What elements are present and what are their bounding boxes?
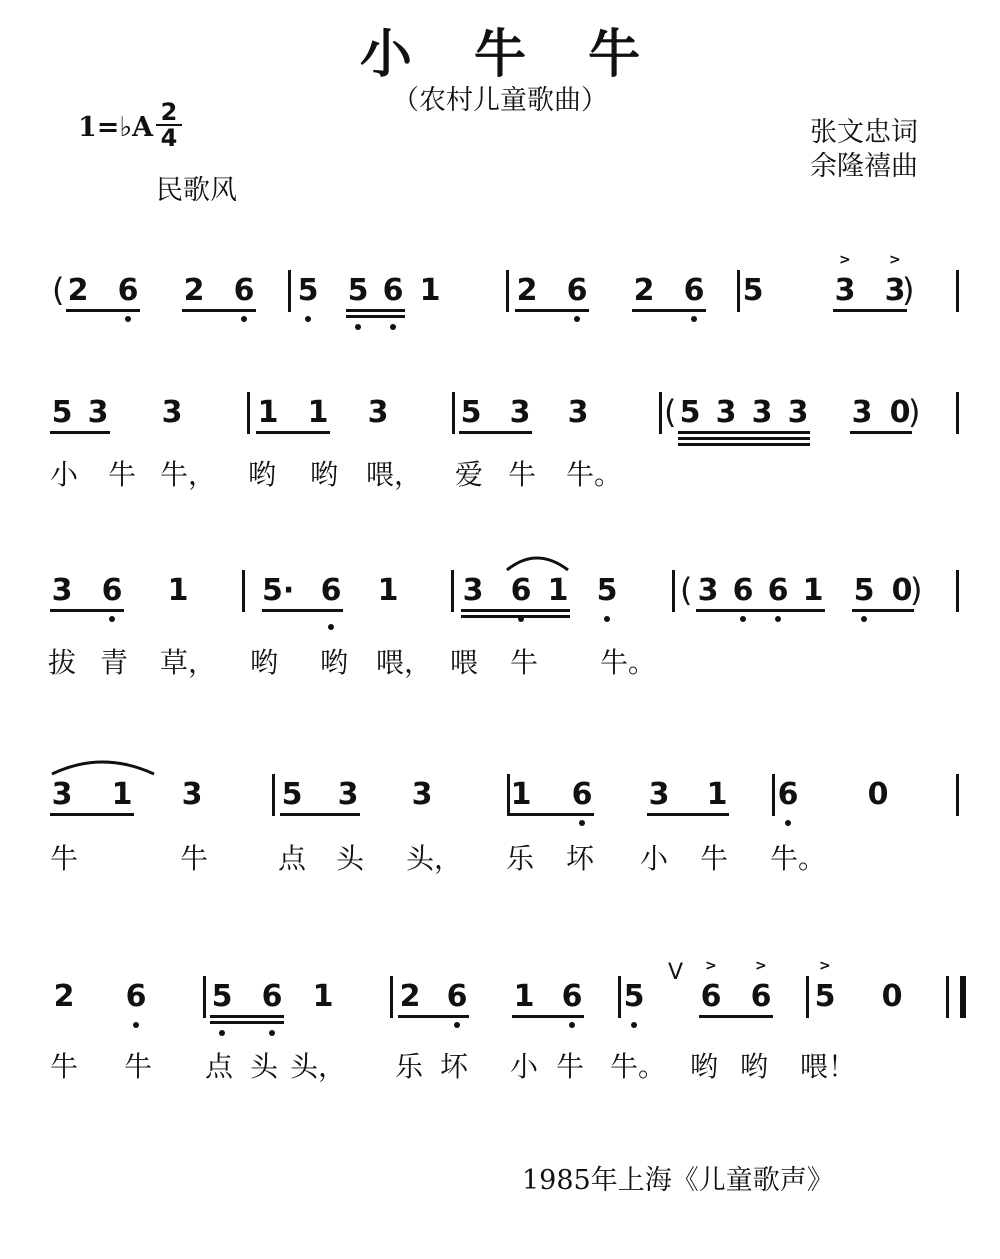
octave-dot (269, 1030, 275, 1036)
beam-underline (398, 1015, 469, 1018)
jianpu-note: 6 (382, 273, 404, 308)
beam-underline (647, 813, 729, 816)
song-title: 小 牛 牛 (359, 25, 663, 85)
octave-dot (241, 316, 247, 322)
lyric-syllable: 牛。 (610, 1050, 667, 1083)
slur-mark (50, 754, 158, 778)
jianpu-note: 5 (742, 273, 764, 308)
jianpu-note: 6 (446, 979, 468, 1014)
beam-underline (678, 443, 810, 446)
jianpu-note: 5 (297, 273, 319, 308)
repeat-parenthesis: ) (908, 393, 921, 431)
bar-line (247, 392, 250, 434)
jianpu-note: 1 (510, 777, 532, 812)
lyric-syllable: 牛。 (770, 842, 827, 875)
jianpu-note: 2 (633, 273, 655, 308)
octave-dot (454, 1022, 460, 1028)
lyric-syllable: 哟 (250, 646, 279, 679)
lyric-syllable: 哟 (248, 458, 277, 491)
jianpu-note: 1 (706, 777, 728, 812)
lyricist-credit: 张文忠词 (810, 117, 918, 148)
beam-underline (346, 315, 405, 318)
jianpu-note: 2 (516, 273, 538, 308)
octave-dot (355, 324, 361, 330)
beam-underline (461, 615, 570, 618)
octave-dot (579, 820, 585, 826)
jianpu-note: 5 (281, 777, 303, 812)
lyric-syllable: 牛 (180, 842, 209, 875)
jianpu-note: 1 (377, 573, 399, 608)
repeat-parenthesis: ) (902, 271, 915, 309)
beam-underline (256, 431, 330, 434)
jianpu-note: 3 (751, 395, 773, 430)
bar-line (956, 392, 959, 434)
slur-curve (507, 558, 568, 570)
beam-underline (515, 309, 589, 312)
jianpu-note: 3 (567, 395, 589, 430)
lyric-syllable: 哟 (690, 1050, 719, 1083)
beam-underline (678, 431, 810, 434)
beam-underline (210, 1021, 284, 1024)
bar-line (507, 774, 510, 816)
jianpu-note: 1 (167, 573, 189, 608)
jianpu-note: 0 (867, 777, 889, 812)
octave-dot (109, 616, 115, 622)
accent-mark: > (839, 252, 851, 268)
octave-dot (390, 324, 396, 330)
slur-curve (52, 762, 154, 774)
jianpu-note: 2 (67, 273, 89, 308)
lyric-syllable: 哟 (740, 1050, 769, 1083)
beam-underline (50, 813, 134, 816)
source-citation: 1985年上海《儿童歌声》 (522, 1165, 834, 1196)
bar-line (946, 976, 949, 1018)
octave-dot (785, 820, 791, 826)
jianpu-note: 5 (460, 395, 482, 430)
final-bar-line (960, 976, 966, 1018)
lyric-syllable: 爱 (455, 458, 484, 491)
octave-dot (569, 1022, 575, 1028)
accent-mark: > (889, 252, 901, 268)
jianpu-note: 3 (509, 395, 531, 430)
jianpu-note: 6 (510, 573, 532, 608)
lyric-syllable: 小 (510, 1050, 539, 1083)
lyric-syllable: 头， (406, 842, 463, 875)
jianpu-note: 6 (561, 979, 583, 1014)
accent-mark: > (705, 958, 717, 974)
beam-underline (850, 431, 912, 434)
jianpu-note: 3 (834, 273, 856, 308)
bar-line (506, 270, 509, 312)
octave-dot (518, 616, 524, 622)
jianpu-note: 6 (571, 777, 593, 812)
beam-underline (66, 309, 140, 312)
jianpu-note: 2 (53, 979, 75, 1014)
lyric-syllable: 牛 (556, 1050, 585, 1083)
beam-underline (459, 431, 532, 434)
octave-dot (305, 316, 311, 322)
jianpu-note: 1 (307, 395, 329, 430)
jianpu-note: 0 (889, 395, 911, 430)
beam-underline (346, 309, 405, 312)
octave-dot (631, 1022, 637, 1028)
jianpu-note: 6 (101, 573, 123, 608)
jianpu-note: 3 (851, 395, 873, 430)
lyric-syllable: 头 (250, 1050, 279, 1083)
jianpu-note: 1 (312, 979, 334, 1014)
jianpu-note: 3 (51, 777, 73, 812)
lyric-syllable: 草， (160, 646, 217, 679)
style-marking: 民歌风 (156, 175, 237, 206)
time-signature-denominator: 4 (160, 124, 178, 152)
beam-underline (696, 609, 825, 612)
beam-underline (50, 431, 110, 434)
composer-credit: 余隆禧曲 (810, 151, 918, 182)
beam-underline (512, 1015, 584, 1018)
bar-line (288, 270, 291, 312)
octave-dot (604, 616, 610, 622)
jianpu-note: 3 (87, 395, 109, 430)
time-signature-numerator: 2 (156, 100, 182, 126)
jianpu-note: 3 (462, 573, 484, 608)
lyric-syllable: 头 (336, 842, 365, 875)
jianpu-note: 3 (715, 395, 737, 430)
beam-underline (678, 437, 810, 440)
jianpu-note: 5 (814, 979, 836, 1014)
repeat-parenthesis: ( (680, 571, 693, 609)
jianpu-note: 1 (802, 573, 824, 608)
bar-line (203, 976, 206, 1018)
lyric-syllable: 喂， (376, 646, 433, 679)
bar-line (242, 570, 245, 612)
lyric-syllable: 喂 (450, 646, 479, 679)
jianpu-note: 0 (891, 573, 913, 608)
lyric-syllable: 点 (278, 842, 307, 875)
jianpu-note: 1 (513, 979, 535, 1014)
jianpu-note: 1 (419, 273, 441, 308)
jianpu-note: 3 (337, 777, 359, 812)
lyric-syllable: 牛。 (600, 646, 657, 679)
bar-line (451, 570, 454, 612)
jianpu-note: 0 (881, 979, 903, 1014)
jianpu-note: 3 (787, 395, 809, 430)
lyric-syllable: 青 (100, 646, 129, 679)
jianpu-note: 3 (648, 777, 670, 812)
repeat-parenthesis: ( (52, 271, 65, 309)
jianpu-note: 2 (399, 979, 421, 1014)
beam-underline (509, 813, 594, 816)
bar-line (737, 270, 740, 312)
jianpu-note: 5 (853, 573, 875, 608)
jianpu-note: 5· (262, 573, 295, 608)
bar-line (956, 774, 959, 816)
octave-dot (219, 1030, 225, 1036)
jianpu-note: 5 (623, 979, 645, 1014)
lyric-syllable: 乐 (395, 1050, 424, 1083)
jianpu-note: 3 (51, 573, 73, 608)
beam-underline (182, 309, 256, 312)
jianpu-note: 5 (596, 573, 618, 608)
lyric-syllable: 牛 (510, 646, 539, 679)
slur-mark (505, 550, 572, 574)
octave-dot (574, 316, 580, 322)
lyric-syllable: 头， (290, 1050, 347, 1083)
bar-line (272, 774, 275, 816)
lyric-syllable: 喂， (366, 458, 423, 491)
bar-line (452, 392, 455, 434)
accent-mark: > (755, 958, 767, 974)
jianpu-note: 5 (679, 395, 701, 430)
beam-underline (50, 609, 124, 612)
beam-underline (461, 609, 570, 612)
lyric-syllable: 坏 (566, 842, 595, 875)
lyric-syllable: 喂！ (800, 1050, 857, 1083)
jianpu-note: 5 (51, 395, 73, 430)
jianpu-note: 1 (257, 395, 279, 430)
octave-dot (125, 316, 131, 322)
jianpu-note: 6 (750, 979, 772, 1014)
jianpu-note: 6 (117, 273, 139, 308)
lyric-syllable: 牛 (50, 842, 79, 875)
lyric-syllable: 牛 (124, 1050, 153, 1083)
beam-underline (210, 1015, 284, 1018)
bar-line (618, 976, 621, 1018)
jianpu-note: 5 (211, 979, 233, 1014)
lyric-syllable: 乐 (506, 842, 535, 875)
bar-line (956, 270, 959, 312)
octave-dot (133, 1022, 139, 1028)
lyric-syllable: 牛 (50, 1050, 79, 1083)
lyric-syllable: 哟 (310, 458, 339, 491)
jianpu-note: 3 (161, 395, 183, 430)
breath-mark: V (668, 960, 684, 985)
bar-line (390, 976, 393, 1018)
lyric-syllable: 牛， (160, 458, 217, 491)
jianpu-note: 6 (683, 273, 705, 308)
jianpu-note: 6 (700, 979, 722, 1014)
jianpu-note: 6 (732, 573, 754, 608)
octave-dot (861, 616, 867, 622)
key-signature: 1=♭A (78, 112, 154, 143)
lyric-syllable: 小 (640, 842, 669, 875)
octave-dot (740, 616, 746, 622)
octave-dot (328, 624, 334, 630)
repeat-parenthesis: ) (910, 571, 923, 609)
jianpu-note: 6 (566, 273, 588, 308)
song-subtitle: （农村儿童歌曲） (392, 85, 608, 116)
beam-underline (699, 1015, 773, 1018)
jianpu-note: 2 (183, 273, 205, 308)
bar-line (772, 774, 775, 816)
beam-underline (262, 609, 343, 612)
bar-line (659, 392, 662, 434)
bar-line (956, 570, 959, 612)
lyric-syllable: 牛。 (566, 458, 623, 491)
jianpu-note: 5 (347, 273, 369, 308)
jianpu-note: 3 (181, 777, 203, 812)
lyric-syllable: 小 (50, 458, 79, 491)
lyric-syllable: 牛 (508, 458, 537, 491)
jianpu-note: 6 (261, 979, 283, 1014)
jianpu-note: 6 (320, 573, 342, 608)
lyric-syllable: 哟 (320, 646, 349, 679)
jianpu-note: 3 (367, 395, 389, 430)
jianpu-note: 1 (111, 777, 133, 812)
jianpu-note: 6 (233, 273, 255, 308)
lyric-syllable: 牛 (700, 842, 729, 875)
octave-dot (691, 316, 697, 322)
jianpu-note: 3 (697, 573, 719, 608)
jianpu-note: 3 (411, 777, 433, 812)
lyric-syllable: 坏 (440, 1050, 469, 1083)
jianpu-note: 1 (547, 573, 569, 608)
lyric-syllable: 点 (205, 1050, 234, 1083)
jianpu-note: 6 (767, 573, 789, 608)
jianpu-note: 6 (125, 979, 147, 1014)
jianpu-note: 6 (777, 777, 799, 812)
octave-dot (775, 616, 781, 622)
lyric-syllable: 牛 (108, 458, 137, 491)
bar-line (806, 976, 809, 1018)
beam-underline (632, 309, 706, 312)
beam-underline (833, 309, 907, 312)
lyric-syllable: 拔 (48, 646, 77, 679)
bar-line (672, 570, 675, 612)
jianpu-note: 3 (884, 273, 906, 308)
beam-underline (852, 609, 914, 612)
accent-mark: > (819, 958, 831, 974)
time-signature (156, 100, 182, 150)
beam-underline (280, 813, 360, 816)
repeat-parenthesis: ( (664, 393, 677, 431)
